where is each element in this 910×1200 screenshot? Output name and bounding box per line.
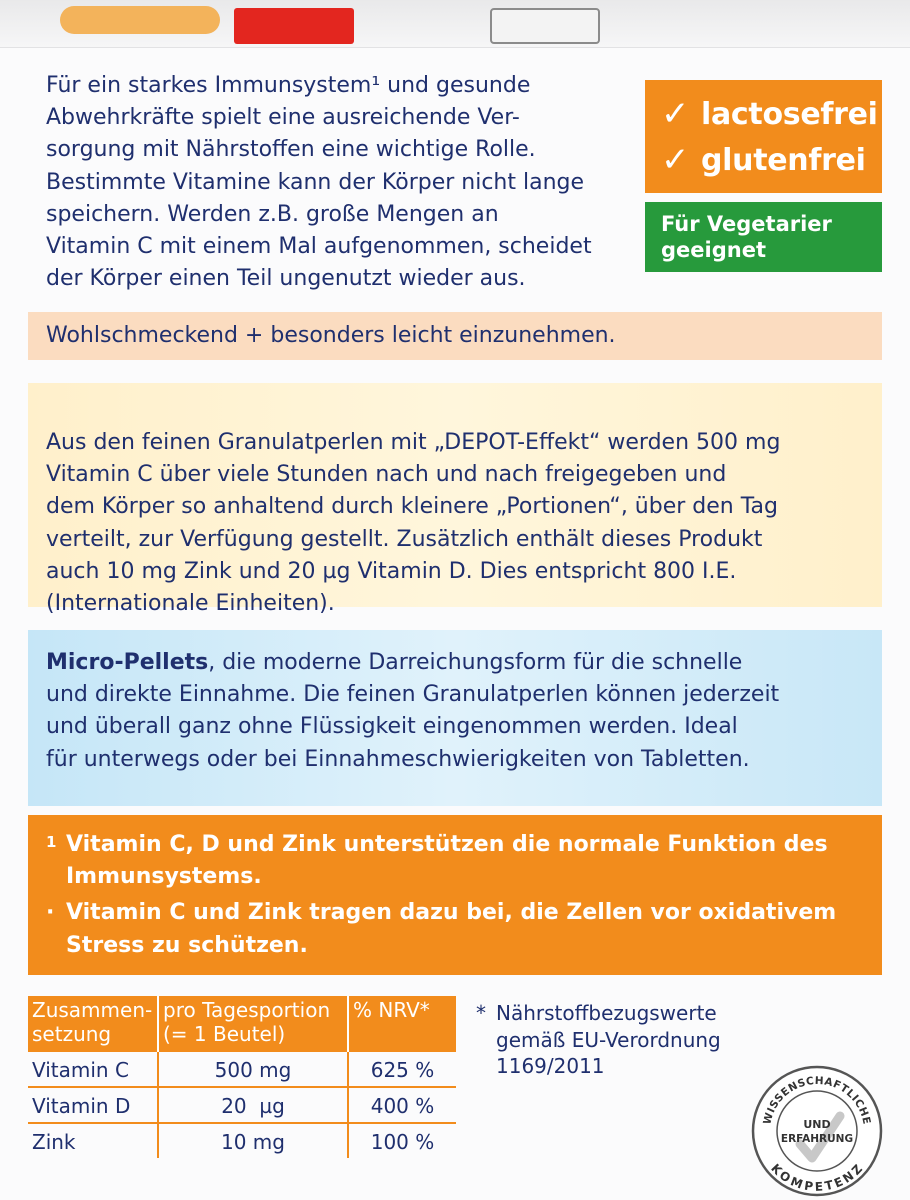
table-row — [28, 1087, 456, 1123]
micro-line-4: für unterwegs oder bei Einnahmeschwierigkeiten von Tabletten. — [46, 746, 750, 772]
brand-red-box — [234, 8, 354, 44]
table-row — [28, 1052, 456, 1087]
header-nrv: % NRV* — [348, 996, 456, 1052]
nutrient-name: Vitamin D — [28, 1087, 158, 1123]
depot-effect-box: Aus den feinen Granulatperlen mit „DEPOT-Effekt“ werden 500 mg Vitamin C über viele Stunden nach und nach freigegeben und dem Körper so anhaltend durch kleinere „Portionen“, über den Tag verteilt, zur Verfügung gestellt. Zusätzlich enthält dieses Produkt auch 10 mg Zink und 20 µg Vitamin D. Dies entspricht 800 I.E. (Internationale Einheiten). — [28, 383, 882, 607]
nutrient-amount: 10 mg — [158, 1123, 348, 1158]
free-from-badge — [645, 80, 882, 193]
lactosefree-label: lactosefrei — [701, 96, 878, 132]
table-header-row — [28, 996, 456, 1052]
claim-item — [46, 897, 882, 961]
composition-table — [28, 996, 456, 1158]
header-per-portion: pro Tagesportion (= 1 Beutel) — [158, 996, 348, 1052]
nutrient-nrv: 625 % — [348, 1052, 456, 1087]
check-icon: ✓ — [661, 94, 690, 134]
micro-pellets-box — [28, 630, 882, 806]
vegetarian-line1: Für Vegetarier — [661, 212, 832, 236]
claim-text: Vitamin C, D und Zink unterstützen die normale Funktion des Immunsystems. — [66, 832, 828, 890]
claim-text: Vitamin C und Zink tragen dazu bei, die Zellen vor oxidativem Stress zu schützen. — [66, 900, 837, 958]
glutenfree-row — [661, 137, 882, 183]
nutrient-amount: 500 mg — [158, 1052, 348, 1087]
glutenfree-label: glutenfrei — [701, 142, 866, 178]
nutrient-nrv: 400 % — [348, 1087, 456, 1123]
seal-ring-bottom: KOMPETENZ — [768, 1161, 866, 1194]
claim-item — [46, 829, 882, 893]
lactosefree-row — [661, 91, 882, 137]
footnote-text: Nährstoffbezugswerte gemäß EU-Verordnung 1169/2011 — [496, 1001, 721, 1078]
package-top-strip — [0, 0, 910, 48]
bullet-marker: · — [46, 900, 55, 926]
nrv-footnote — [476, 1000, 776, 1080]
seal-center-1: UND — [803, 1118, 831, 1131]
table-row — [28, 1123, 456, 1158]
micro-line-1 — [46, 647, 882, 679]
competence-seal-icon — [748, 1062, 886, 1200]
depot-badge-graphic — [60, 6, 220, 34]
header-composition: Zusammen- setzung — [28, 996, 158, 1052]
vegetarian-badge — [645, 202, 882, 272]
taste-band: Wohlschmeckend + besonders leicht einzunehmen. — [28, 312, 882, 360]
check-icon: ✓ — [661, 140, 690, 180]
seal-ring-top: WISSENSCHAFTLICHE — [761, 1074, 873, 1126]
health-claims-box — [28, 815, 882, 975]
nutrient-name: Vitamin C — [28, 1052, 158, 1087]
vegetarian-line2: geeignet — [661, 238, 766, 262]
nutrient-nrv: 100 % — [370, 1130, 435, 1154]
footnote-marker: 1 — [46, 833, 57, 851]
micro-line-2: und direkte Einnahme. Die feinen Granulatperlen können jederzeit — [46, 682, 780, 708]
micro-pellets-title: Micro-Pellets — [46, 650, 209, 675]
nutrient-amount: 20 µg — [158, 1087, 348, 1123]
intro-paragraph: Für ein starkes Immunsystem¹ und gesunde Abwehrkräfte spielt eine ausreichende Ver- sorgung mit Nährstoffen eine wichtige Rolle. Bestimmte Vitamine kann der Körper nicht lange speichern. Werden z.B. große Mengen an Vitamin C mit einem Mal aufgenommen, scheidet der Körper einen Teil ungenutzt wieder aus. — [46, 73, 592, 292]
nutrient-name: Zink — [28, 1123, 158, 1158]
logo-tag-graphic — [490, 8, 600, 44]
micro-line-3: und überall ganz ohne Flüssigkeit eingenommen werden. Ideal — [46, 714, 738, 740]
seal-center-2: ERFAHRUNG — [780, 1133, 854, 1145]
footnote-star: * — [476, 1001, 486, 1025]
micro-line-1-rest: , die moderne Darreichungsform für die schnelle — [208, 650, 743, 675]
